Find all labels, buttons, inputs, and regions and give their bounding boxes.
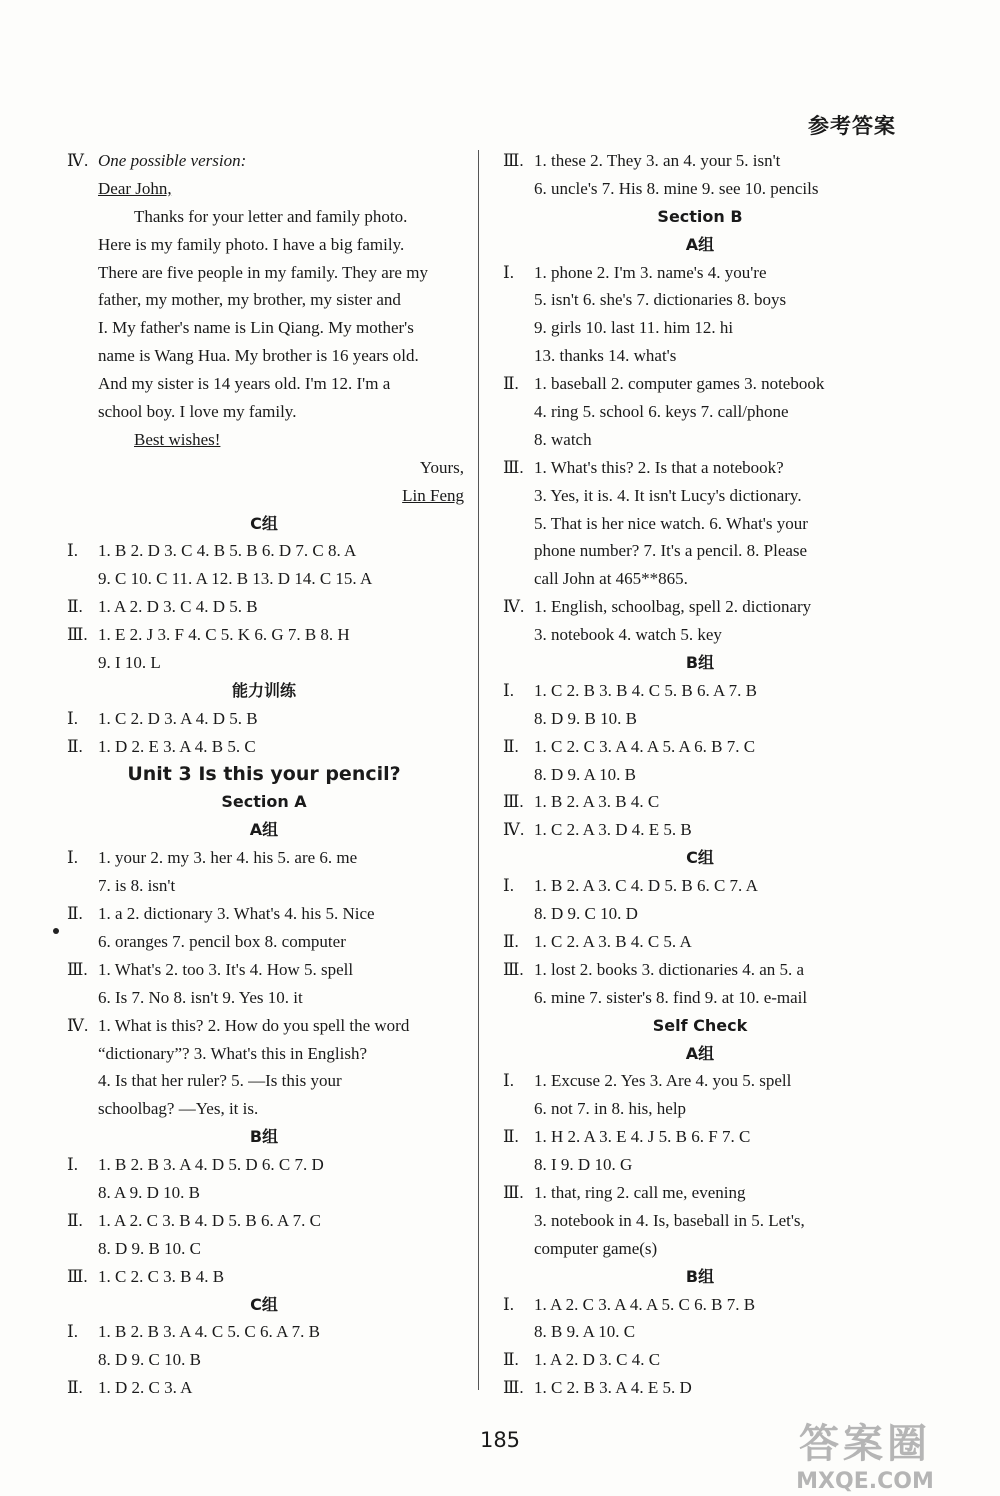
answer-line xyxy=(64,956,464,984)
line-text: 8. D 9. C 10. B xyxy=(98,1350,201,1370)
text-line xyxy=(500,1318,900,1346)
answer-line xyxy=(500,928,900,956)
column-divider xyxy=(478,150,479,1390)
line-text: 1. phone 2. I'm 3. name's 4. you're xyxy=(534,262,767,282)
text-line xyxy=(64,1067,464,1095)
roman-numeral: Ⅱ. xyxy=(67,597,83,617)
answer-line xyxy=(64,900,464,928)
group-heading xyxy=(64,677,464,705)
left-column xyxy=(64,147,464,1402)
line-text: 6. Is 7. No 8. isn't 9. Yes 10. it xyxy=(98,987,303,1007)
line-text: 1. a 2. dictionary 3. What's 4. his 5. Nice xyxy=(98,904,375,924)
text-line xyxy=(64,175,464,203)
line-text: There are five people in my family. They are my xyxy=(98,262,428,282)
roman-numeral: Ⅱ. xyxy=(67,1210,83,1230)
roman-numeral: Ⅰ. xyxy=(67,848,78,868)
text-line xyxy=(500,286,900,314)
text-line xyxy=(500,1151,900,1179)
roman-numeral: Ⅲ. xyxy=(503,457,524,477)
line-text: I. My father's name is Lin Qiang. My mother's xyxy=(98,318,414,338)
line-text: 6. uncle's 7. His 8. mine 9. see 10. pencils xyxy=(534,178,819,198)
roman-numeral: Ⅲ. xyxy=(503,959,524,979)
unit-title xyxy=(64,761,464,789)
answer-line xyxy=(64,1012,464,1040)
line-text: 7. is 8. isn't xyxy=(98,876,176,896)
text-line xyxy=(64,565,464,593)
line-text: One possible version: xyxy=(98,151,247,170)
line-text: 9. I 10. L xyxy=(98,653,161,673)
text-line xyxy=(64,342,464,370)
line-text: Dear John, xyxy=(98,178,172,198)
line-text: “dictionary”? 3. What's this in English? xyxy=(98,1043,368,1063)
line-text: C组 xyxy=(686,848,714,868)
answer-line xyxy=(500,956,900,984)
line-text: A组 xyxy=(685,234,715,254)
roman-numeral: Ⅰ. xyxy=(67,541,78,561)
line-text: 1. What's 2. too 3. It's 4. How 5. spell xyxy=(98,959,354,979)
text-line xyxy=(64,1346,464,1374)
text-line xyxy=(64,314,464,342)
answer-line xyxy=(500,677,900,705)
answer-line xyxy=(500,788,900,816)
line-text: 1. C 2. B 3. A 4. E 5. D xyxy=(534,1378,692,1398)
answer-line xyxy=(64,537,464,565)
text-line xyxy=(64,259,464,287)
answer-line xyxy=(64,733,464,761)
text-line xyxy=(500,621,900,649)
line-text: Section A xyxy=(221,792,307,812)
text-line xyxy=(500,900,900,928)
line-text: 1. A 2. C 3. B 4. D 5. B 6. A 7. C xyxy=(98,1210,321,1230)
answer-line xyxy=(500,1179,900,1207)
line-text: father, my mother, my brother, my sister and xyxy=(98,290,401,310)
roman-numeral: Ⅰ. xyxy=(503,876,514,896)
text-line xyxy=(64,482,464,510)
page-number: 185 xyxy=(479,1428,521,1452)
text-line xyxy=(64,203,464,231)
group-heading xyxy=(64,788,464,816)
text-line xyxy=(64,370,464,398)
text-line xyxy=(500,342,900,370)
line-text: B组 xyxy=(685,653,715,673)
text-line xyxy=(500,1235,900,1263)
roman-numeral: Ⅲ. xyxy=(503,151,524,170)
line-text: 1. C 2. A 3. B 4. C 5. A xyxy=(534,931,692,951)
roman-numeral: Ⅰ. xyxy=(503,1071,514,1091)
line-text: Here is my family photo. I have a big family. xyxy=(98,234,405,254)
group-heading xyxy=(64,1123,464,1151)
roman-numeral: Ⅰ. xyxy=(503,1294,514,1314)
line-text: 4. Is that her ruler? 5. —Is this your xyxy=(98,1071,342,1091)
text-line xyxy=(64,1095,464,1123)
roman-numeral: Ⅱ. xyxy=(67,904,83,924)
line-text: 1. B 2. A 3. C 4. D 5. B 6. C 7. A xyxy=(534,876,758,896)
page-header: 参考答案 xyxy=(808,114,896,138)
answer-line xyxy=(500,872,900,900)
roman-numeral: Ⅳ. xyxy=(503,820,525,840)
right-column xyxy=(500,147,900,1402)
line-text: school boy. I love my family. xyxy=(98,402,297,422)
text-line xyxy=(64,454,464,482)
roman-numeral: Ⅲ. xyxy=(67,1266,88,1286)
line-text: And my sister is 14 years old. I'm 12. I'm a xyxy=(98,374,391,394)
line-text: 1. H 2. A 3. E 4. J 5. B 6. F 7. C xyxy=(534,1127,751,1147)
line-text: 1. English, schoolbag, spell 2. dictionary xyxy=(534,597,812,617)
line-text: phone number? 7. It's a pencil. 8. Please xyxy=(534,541,808,561)
line-text: 1. lost 2. books 3. dictionaries 4. an 5. a xyxy=(534,959,805,979)
text-line xyxy=(64,928,464,956)
group-heading xyxy=(500,844,900,872)
answer-line xyxy=(64,1207,464,1235)
line-text: 8. I 9. D 10. G xyxy=(534,1155,633,1175)
answer-line xyxy=(500,733,900,761)
line-text: 8. D 9. A 10. B xyxy=(534,764,637,784)
line-text: 8. watch xyxy=(534,429,592,449)
line-text: B组 xyxy=(249,1127,279,1147)
answer-line xyxy=(500,147,900,175)
line-text: 5. That is her nice watch. 6. What's your xyxy=(534,513,808,533)
roman-numeral: Ⅳ. xyxy=(503,597,525,617)
line-text: 8. B 9. A 10. C xyxy=(534,1322,636,1342)
line-text: B组 xyxy=(685,1266,715,1286)
roman-numeral: Ⅱ. xyxy=(67,736,83,756)
answer-line xyxy=(64,1263,464,1291)
line-text: 1. What's this? 2. Is that a notebook? xyxy=(534,457,784,477)
text-line xyxy=(500,175,900,203)
line-text: A组 xyxy=(685,1043,715,1063)
line-text: 3. Yes, it is. 4. It isn't Lucy's dictionary. xyxy=(534,485,802,505)
line-text: 13. thanks 14. what's xyxy=(534,346,677,366)
text-line xyxy=(64,398,464,426)
line-text: 1. C 2. C 3. B 4. B xyxy=(98,1266,225,1286)
text-line xyxy=(64,984,464,1012)
answer-line xyxy=(500,259,900,287)
answer-line xyxy=(64,1151,464,1179)
line-text: 1. B 2. A 3. B 4. C xyxy=(534,792,660,812)
group-heading xyxy=(500,203,900,231)
line-text: 1. Excuse 2. Yes 3. Are 4. you 5. spell xyxy=(534,1071,792,1091)
line-text: 9. C 10. C 11. A 12. B 13. D 14. C 15. A xyxy=(98,569,373,589)
answer-line xyxy=(500,454,900,482)
answer-line xyxy=(500,370,900,398)
answer-line xyxy=(64,1318,464,1346)
line-text: 9. girls 10. last 11. him 12. hi xyxy=(534,318,734,338)
text-line xyxy=(500,482,900,510)
group-heading xyxy=(500,231,900,259)
line-text: Unit 3 Is this your pencil? xyxy=(127,762,401,785)
text-line xyxy=(64,426,464,454)
group-heading xyxy=(500,1012,900,1040)
text-line xyxy=(500,510,900,538)
answer-line xyxy=(64,593,464,621)
line-text: 6. mine 7. sister's 8. find 9. at 10. e-mail xyxy=(534,987,808,1007)
roman-numeral: Ⅱ. xyxy=(503,931,519,951)
line-text: 1. baseball 2. computer games 3. notebook xyxy=(534,374,825,394)
answer-line xyxy=(64,1374,464,1402)
line-text: 6. not 7. in 8. his, help xyxy=(534,1099,687,1119)
line-text: 1. C 2. D 3. A 4. D 5. B xyxy=(98,708,258,728)
line-text: name is Wang Hua. My brother is 16 years old. xyxy=(98,346,419,366)
line-text: 1. C 2. A 3. D 4. E 5. B xyxy=(534,820,692,840)
line-text: 1. A 2. C 3. A 4. A 5. C 6. B 7. B xyxy=(534,1294,756,1314)
line-text: 1. C 2. B 3. B 4. C 5. B 6. A 7. B xyxy=(534,680,757,700)
line-text: C组 xyxy=(250,1294,278,1314)
answer-line xyxy=(500,1067,900,1095)
line-text: 1. these 2. They 3. an 4. your 5. isn't xyxy=(534,151,781,170)
line-text: 8. D 9. B 10. C xyxy=(98,1238,201,1258)
line-text: 1. What is this? 2. How do you spell the word xyxy=(98,1015,410,1035)
line-text: 8. D 9. C 10. D xyxy=(534,904,638,924)
line-text: 8. A 9. D 10. B xyxy=(98,1182,201,1202)
answer-line xyxy=(500,1291,900,1319)
line-text: schoolbag? —Yes, it is. xyxy=(98,1099,259,1119)
text-line xyxy=(500,565,900,593)
text-line xyxy=(64,872,464,900)
text-line xyxy=(500,705,900,733)
line-text: 1. D 2. C 3. A xyxy=(98,1378,193,1398)
roman-numeral: Ⅲ. xyxy=(67,959,88,979)
text-line xyxy=(64,649,464,677)
roman-numeral: Ⅲ. xyxy=(67,625,88,645)
group-heading xyxy=(64,816,464,844)
text-line xyxy=(64,1179,464,1207)
line-text: 1. B 2. B 3. A 4. D 5. D 6. C 7. D xyxy=(98,1155,324,1175)
roman-numeral: Ⅲ. xyxy=(503,1182,524,1202)
roman-numeral: Ⅳ. xyxy=(67,151,89,170)
text-line xyxy=(64,1235,464,1263)
text-line xyxy=(500,1207,900,1235)
line-text: Yours, xyxy=(419,457,464,477)
group-heading xyxy=(64,1291,464,1319)
group-heading xyxy=(64,510,464,538)
roman-numeral: Ⅱ. xyxy=(503,1350,519,1370)
text-line xyxy=(500,314,900,342)
roman-numeral: Ⅱ. xyxy=(503,1127,519,1147)
answer-line xyxy=(500,1346,900,1374)
answer-line xyxy=(64,844,464,872)
line-text: 1. E 2. J 3. F 4. C 5. K 6. G 7. B 8. H xyxy=(98,625,350,645)
text-line xyxy=(500,1095,900,1123)
roman-numeral: Ⅲ. xyxy=(503,792,524,812)
line-text: 6. oranges 7. pencil box 8. computer xyxy=(98,931,346,951)
line-text: 1. B 2. B 3. A 4. C 5. C 6. A 7. B xyxy=(98,1322,320,1342)
line-text: 1. that, ring 2. call me, evening xyxy=(534,1182,746,1202)
text-line xyxy=(64,231,464,259)
line-text: Self Check xyxy=(652,1015,748,1035)
text-line xyxy=(64,286,464,314)
watermark-logo: 答案圈 MXQE.COM xyxy=(796,1421,934,1494)
roman-numeral: Ⅰ. xyxy=(503,680,514,700)
text-line xyxy=(500,398,900,426)
answer-line xyxy=(500,1374,900,1402)
answer-line xyxy=(500,816,900,844)
answer-line xyxy=(500,593,900,621)
line-text: 3. notebook in 4. Is, baseball in 5. Let's, xyxy=(534,1210,805,1230)
line-text: 1. C 2. C 3. A 4. A 5. A 6. B 7. C xyxy=(534,736,756,756)
roman-numeral: Ⅱ. xyxy=(503,374,519,394)
line-text: 1. A 2. D 3. C 4. D 5. B xyxy=(98,597,258,617)
line-text: 8. D 9. B 10. B xyxy=(534,708,637,728)
text-line xyxy=(500,761,900,789)
answer-line xyxy=(64,705,464,733)
line-text: 5. isn't 6. she's 7. dictionaries 8. boys xyxy=(534,290,787,310)
line-text: 1. B 2. D 3. C 4. B 5. B 6. D 7. C 8. A xyxy=(98,541,357,561)
line-text: 3. notebook 4. watch 5. key xyxy=(534,625,722,645)
text-line xyxy=(500,537,900,565)
answer-line xyxy=(64,621,464,649)
roman-numeral: Ⅳ. xyxy=(67,1015,89,1035)
line-text: call John at 465**865. xyxy=(534,569,688,589)
line-text: Thanks for your letter and family photo. xyxy=(134,206,408,226)
roman-numeral: Ⅰ. xyxy=(67,1155,78,1175)
answer-line xyxy=(500,1123,900,1151)
roman-numeral: Ⅲ. xyxy=(503,1378,524,1398)
line-text: Lin Feng xyxy=(402,485,464,505)
line-text: Best wishes! xyxy=(134,429,221,449)
line-text: Section B xyxy=(657,206,743,226)
line-text: 1. your 2. my 3. her 4. his 5. are 6. me xyxy=(98,848,358,868)
roman-numeral: Ⅱ. xyxy=(503,736,519,756)
roman-numeral: Ⅱ. xyxy=(67,1378,83,1398)
text-line xyxy=(64,1040,464,1068)
text-line xyxy=(500,984,900,1012)
group-heading xyxy=(500,1040,900,1068)
group-heading xyxy=(500,1263,900,1291)
line-text: 1. D 2. E 3. A 4. B 5. C xyxy=(98,736,256,756)
group-heading xyxy=(500,649,900,677)
line-text: 能力训练 xyxy=(231,680,296,700)
line-text: computer game(s) xyxy=(534,1238,658,1258)
line-text: A组 xyxy=(249,820,279,840)
margin-dot xyxy=(53,928,59,934)
answer-line xyxy=(64,147,464,175)
roman-numeral: Ⅰ. xyxy=(67,708,78,728)
text-line xyxy=(500,426,900,454)
roman-numeral: Ⅰ. xyxy=(67,1322,78,1342)
line-text: 1. A 2. D 3. C 4. C xyxy=(534,1350,661,1370)
roman-numeral: Ⅰ. xyxy=(503,262,514,282)
line-text: C组 xyxy=(250,513,278,533)
line-text: 4. ring 5. school 6. keys 7. call/phone xyxy=(534,402,789,422)
